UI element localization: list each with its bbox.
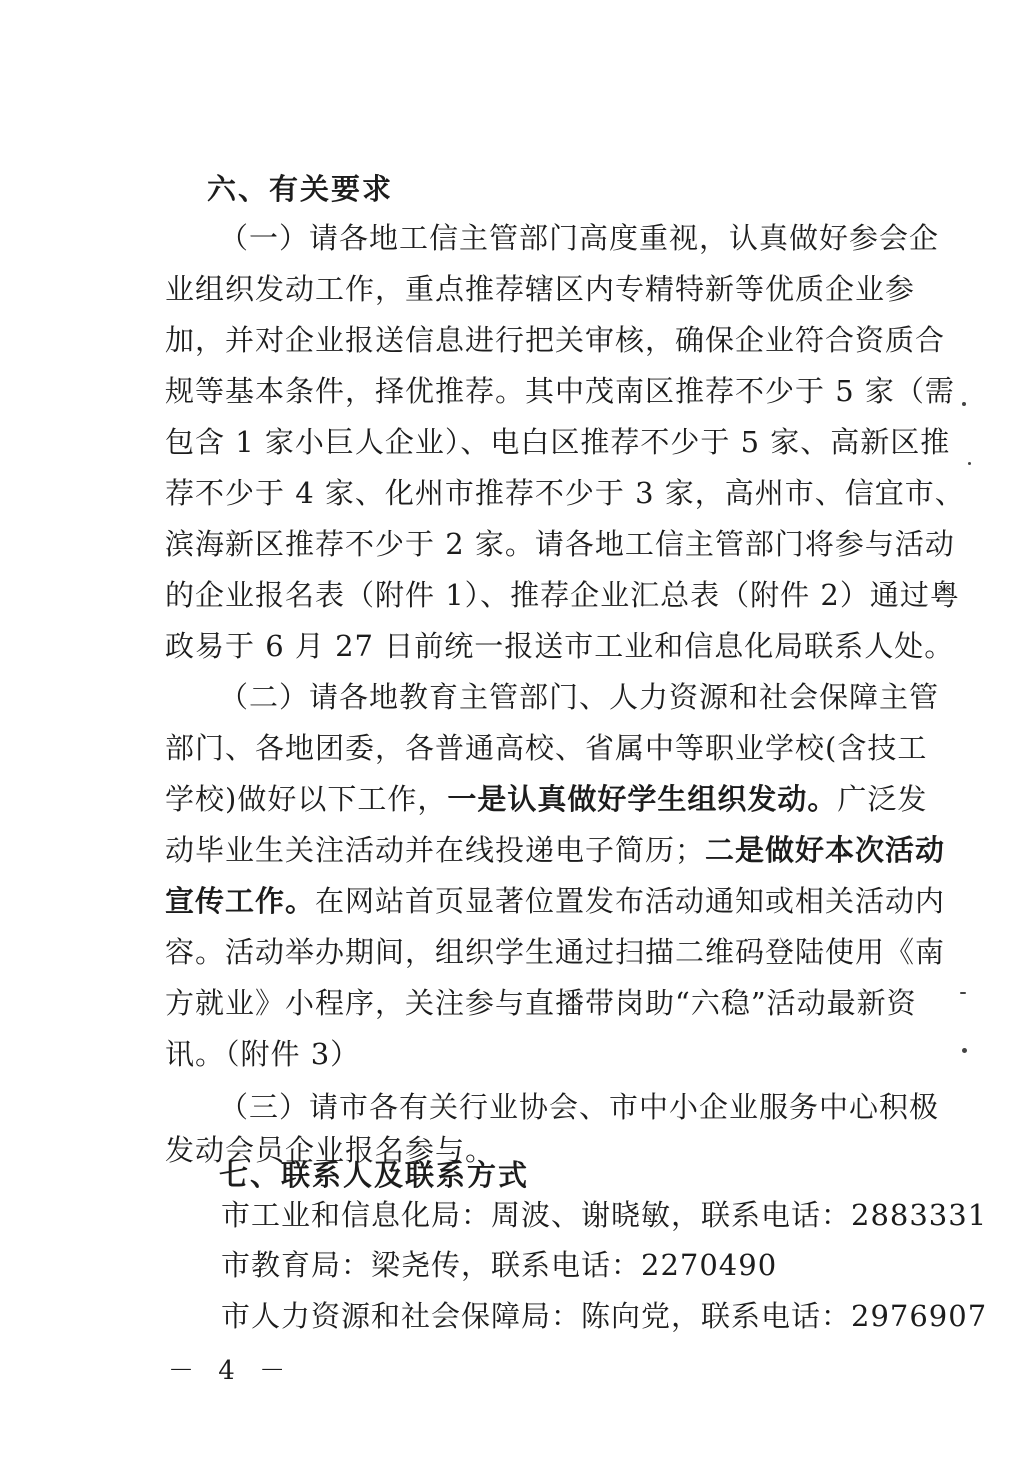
item2-line-4 (165, 824, 946, 876)
section-seven-heading: 七、联系人及联系方式 (219, 1158, 530, 1192)
scan-speck (960, 992, 966, 994)
item2-line-6: 容。活动举办期间，组织学生通过扫描二维码登陆使用《南 (165, 935, 946, 969)
item2-line-3-c: 广泛发 (837, 782, 928, 816)
section-six-heading: 六、有关要求 (207, 172, 394, 206)
item2-emphasis-two: 二是做好本次活动 (705, 833, 946, 867)
contact-industry-bureau: 市工业和信息化局：周波、谢晓敏，联系电话：2883331 (221, 1198, 988, 1232)
item2-line-5-b: 在网站首页显著位置发布活动通知或相关活动内 (315, 884, 946, 918)
scan-speck (962, 1048, 967, 1053)
scan-speck (968, 462, 971, 465)
item3-line-2: 发动会员企业报名参与。 (165, 1133, 496, 1167)
item2-line-7: 方就业》小程序，关注参与直播带岗助“六稳”活动最新资 (165, 986, 917, 1020)
item2-line-1: （二）请各地教育主管部门、人力资源和社会保障主管 (219, 680, 940, 714)
item1-line-9: 政易于 6 月 27 日前统一报送市工业和信息化局联系人处。 (165, 629, 955, 663)
item2-line-4-a: 动毕业生关注活动并在线投递电子简历； (165, 833, 706, 867)
item1-line-5: 包含 1 家小巨人企业）、电白区推荐不少于 5 家、高新区推 (165, 425, 951, 459)
item1-line-4: 规等基本条件，择优推荐。其中茂南区推荐不少于 5 家（需 (165, 374, 955, 408)
item3-line-1: （三）请市各有关行业协会、市中小企业服务中心积极 (219, 1090, 940, 1124)
item1-line-2: 业组织发动工作，重点推荐辖区内专精特新等优质企业参 (165, 272, 916, 306)
item2-line-3 (165, 773, 928, 825)
item1-line-6: 荐不少于 4 家、化州市推荐不少于 3 家，高州市、信宜市、 (165, 476, 965, 510)
item1-line-7: 滨海新区推荐不少于 2 家。请各地工信主管部门将参与活动 (165, 527, 955, 561)
item2-line-3-a: 学校)做好以下工作， (165, 782, 448, 816)
item2-line-5 (165, 875, 946, 927)
item2-line-8: 讯。（附件 3） (165, 1037, 361, 1071)
item1-line-3: 加，并对企业报送信息进行把关审核，确保企业符合资质合 (165, 323, 946, 357)
contact-education-bureau: 市教育局：梁尧传，联系电话：2270490 (221, 1248, 778, 1282)
item2-line-2: 部门、各地团委，各普通高校、省属中等职业学校(含技工 (165, 731, 928, 765)
item1-line-1: （一）请各地工信主管部门高度重视，认真做好参会企 (219, 221, 940, 255)
contact-hr-bureau: 市人力资源和社会保障局：陈向党，联系电话：2976907 (221, 1299, 988, 1333)
item2-emphasis-three: 宣传工作。 (165, 884, 316, 918)
page-number: － 4 － (168, 1356, 294, 1386)
item2-emphasis-one: 一是认真做好学生组织发动。 (447, 782, 838, 816)
item1-line-8: 的企业报名表（附件 1）、推荐企业汇总表（附件 2）通过粤 (165, 578, 960, 612)
scan-speck (962, 402, 966, 406)
